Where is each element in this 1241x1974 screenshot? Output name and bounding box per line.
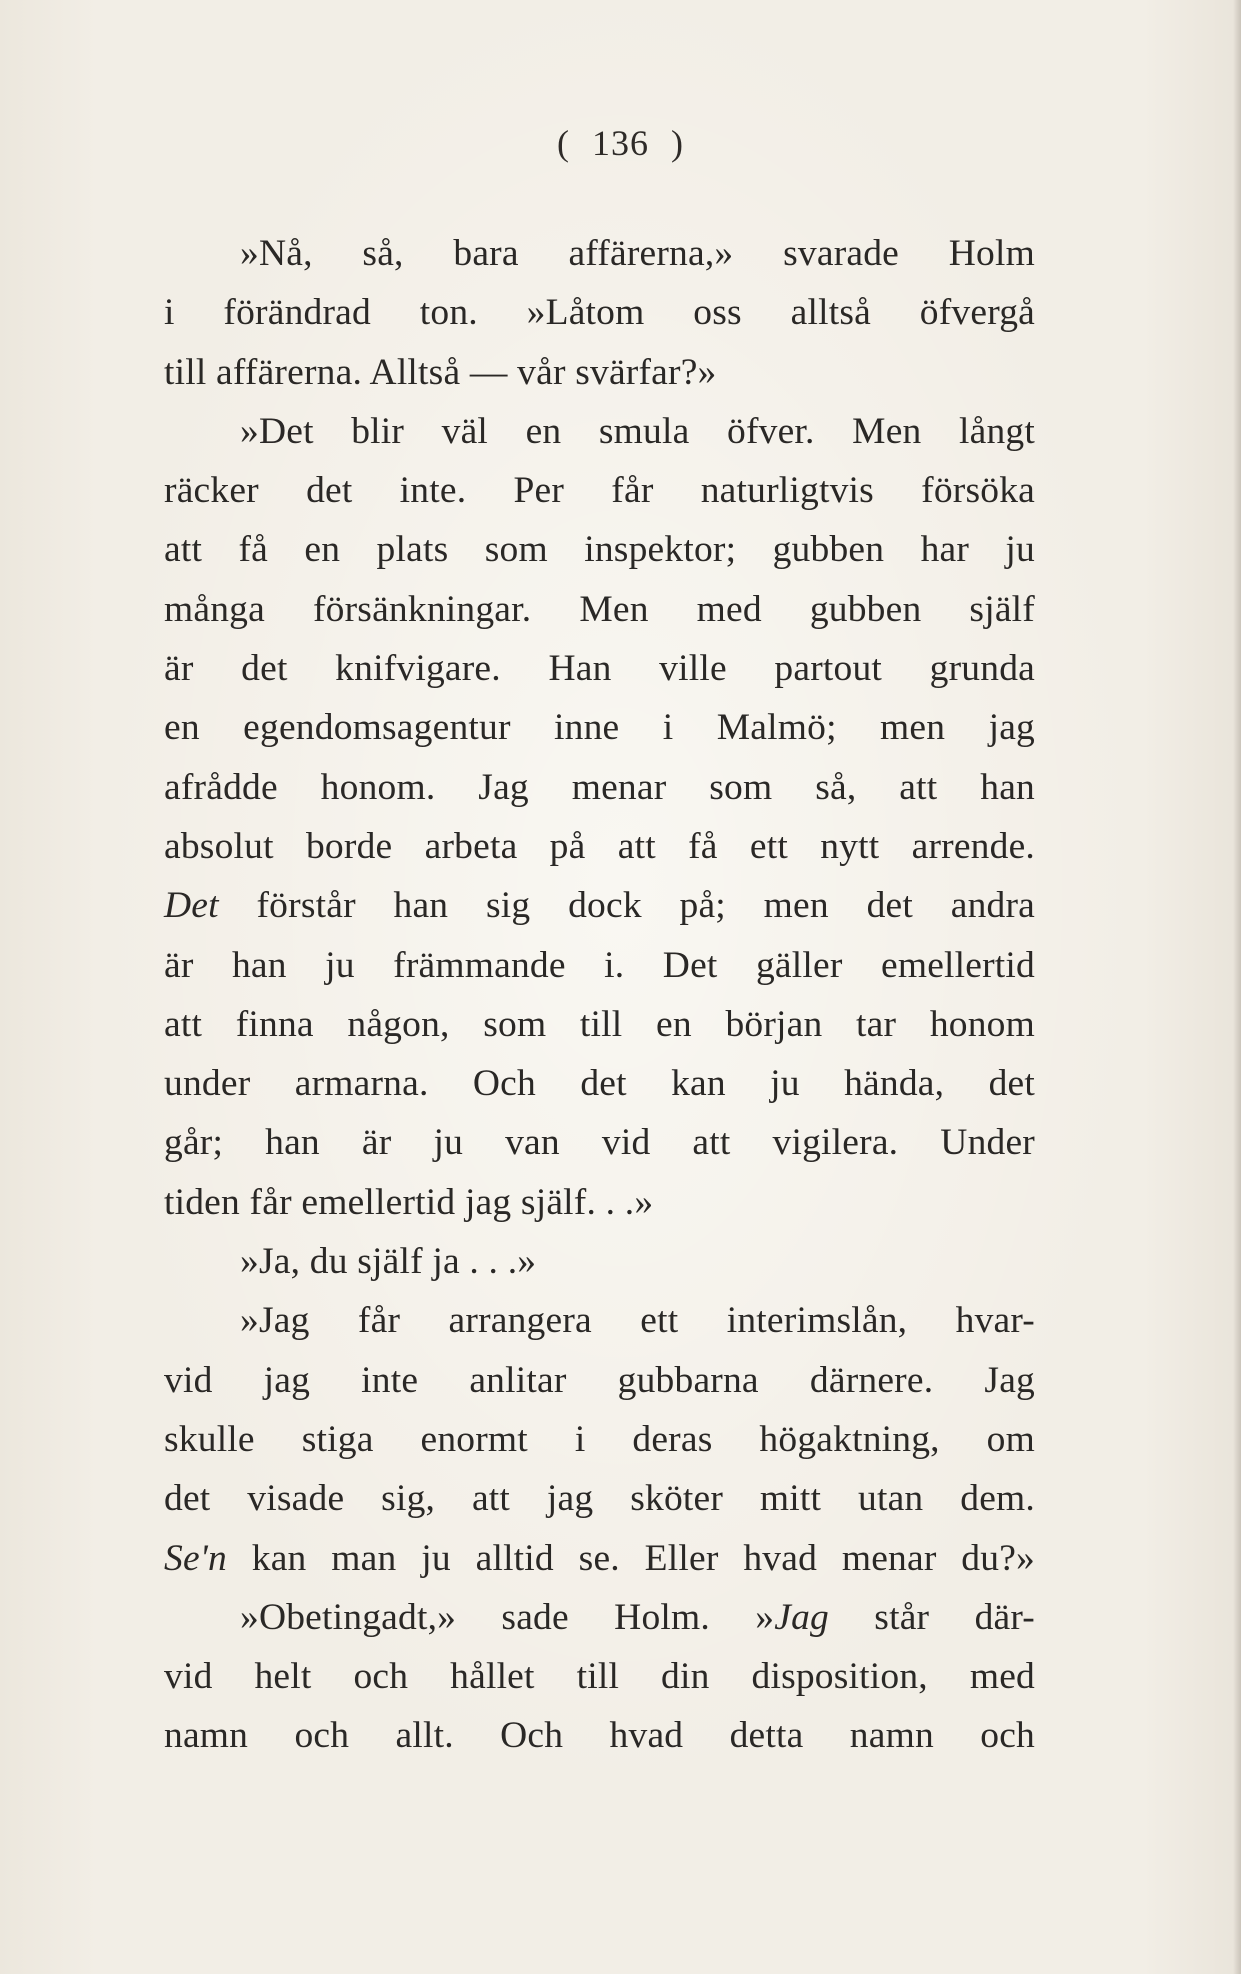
text-line-content: står där- (828, 1596, 1035, 1638)
text-line-content: »Jag får arrangera ett interimslån, hvar- (240, 1300, 1035, 1342)
text-line-content: är han ju främmande i. Det gäller emellertid (164, 944, 1035, 986)
text-line (164, 520, 1035, 579)
text-line-content: vid helt och hållet till din disposition, med (164, 1656, 1035, 1698)
text-line-content: till affärerna. Alltså — vår svärfar?» (164, 351, 717, 393)
text-line-content: absolut borde arbeta på att få ett nytt arrende. (164, 825, 1035, 867)
page-number-value: 136 (592, 123, 649, 163)
text-line-content: skulle stiga enormt i deras högaktning, om (164, 1418, 1035, 1460)
text-line-content: namn och allt. Och hvad detta namn och (164, 1715, 1035, 1757)
text-line (164, 1469, 1035, 1528)
text-line (164, 402, 1035, 461)
text-line (164, 1232, 1035, 1291)
text-line-content: afrådde honom. Jag menar som så, att han (164, 766, 1035, 808)
text-line-content: är det knifvigare. Han ville partout grunda (164, 648, 1035, 690)
text-line (164, 1113, 1035, 1172)
text-line-content: »Ja, du själf ja . . .» (240, 1241, 537, 1283)
text-line (164, 283, 1035, 342)
text-line (164, 1054, 1035, 1113)
text-line (164, 580, 1035, 639)
text-line-content: det visade sig, att jag sköter mitt utan dem. (164, 1478, 1035, 1520)
text-line (164, 461, 1035, 520)
text-line (164, 758, 1035, 817)
text-line (164, 1647, 1035, 1706)
text-line (164, 1529, 1035, 1588)
text-line (164, 1588, 1035, 1647)
text-line (164, 1291, 1035, 1350)
text-line (164, 698, 1035, 757)
text-line (164, 1410, 1035, 1469)
text-line (164, 876, 1035, 935)
text-line (164, 1706, 1035, 1765)
text-line-content: vid jag inte anlitar gubbarna därnere. Jag (164, 1359, 1035, 1401)
text-line (164, 936, 1035, 995)
text-line-content: under armarna. Och det kan ju hända, det (164, 1063, 1035, 1105)
body-text (164, 224, 1035, 1766)
text-line-content: räcker det inte. Per får naturligtvis försöka (164, 470, 1035, 512)
text-line-content: kan man ju alltid se. Eller hvad menar du?» (226, 1537, 1035, 1579)
text-line-content: »Obetingadt,» sade Holm. » (240, 1596, 775, 1638)
text-line-content: tiden får emellertid jag själf. . .» (164, 1181, 654, 1223)
text-line-content: i förändrad ton. »Låtom oss alltså öfvergå (164, 292, 1035, 334)
italic-word: Det (164, 885, 219, 927)
page-number-close-paren: ) (671, 123, 684, 163)
text-line (164, 224, 1035, 283)
text-line-content: »Det blir väl en smula öfver. Men långt (240, 410, 1035, 452)
italic-word: Se'n (164, 1537, 227, 1579)
page-number-open-paren: ( (557, 123, 570, 163)
italic-word: Jag (774, 1596, 829, 1638)
text-line-content: en egendomsagentur inne i Malmö; men jag (164, 707, 1035, 749)
text-line-content: att finna någon, som till en början tar honom (164, 1003, 1035, 1045)
text-line-content: »Nå, så, bara affärerna,» svarade Holm (240, 233, 1035, 274)
text-line (164, 1173, 1035, 1232)
text-line (164, 639, 1035, 698)
text-line (164, 1351, 1035, 1410)
text-line-content: många försänkningar. Men med gubben själf (164, 588, 1035, 630)
text-line (164, 343, 1035, 402)
text-line (164, 817, 1035, 876)
text-line (164, 995, 1035, 1054)
page-number (0, 122, 1241, 164)
text-line-content: förstår han sig dock på; men det andra (218, 885, 1035, 927)
page-edge-shadow (1233, 0, 1241, 1974)
text-line-content: går; han är ju van vid att vigilera. Under (164, 1122, 1035, 1164)
text-line-content: att få en plats som inspektor; gubben har ju (164, 529, 1035, 571)
